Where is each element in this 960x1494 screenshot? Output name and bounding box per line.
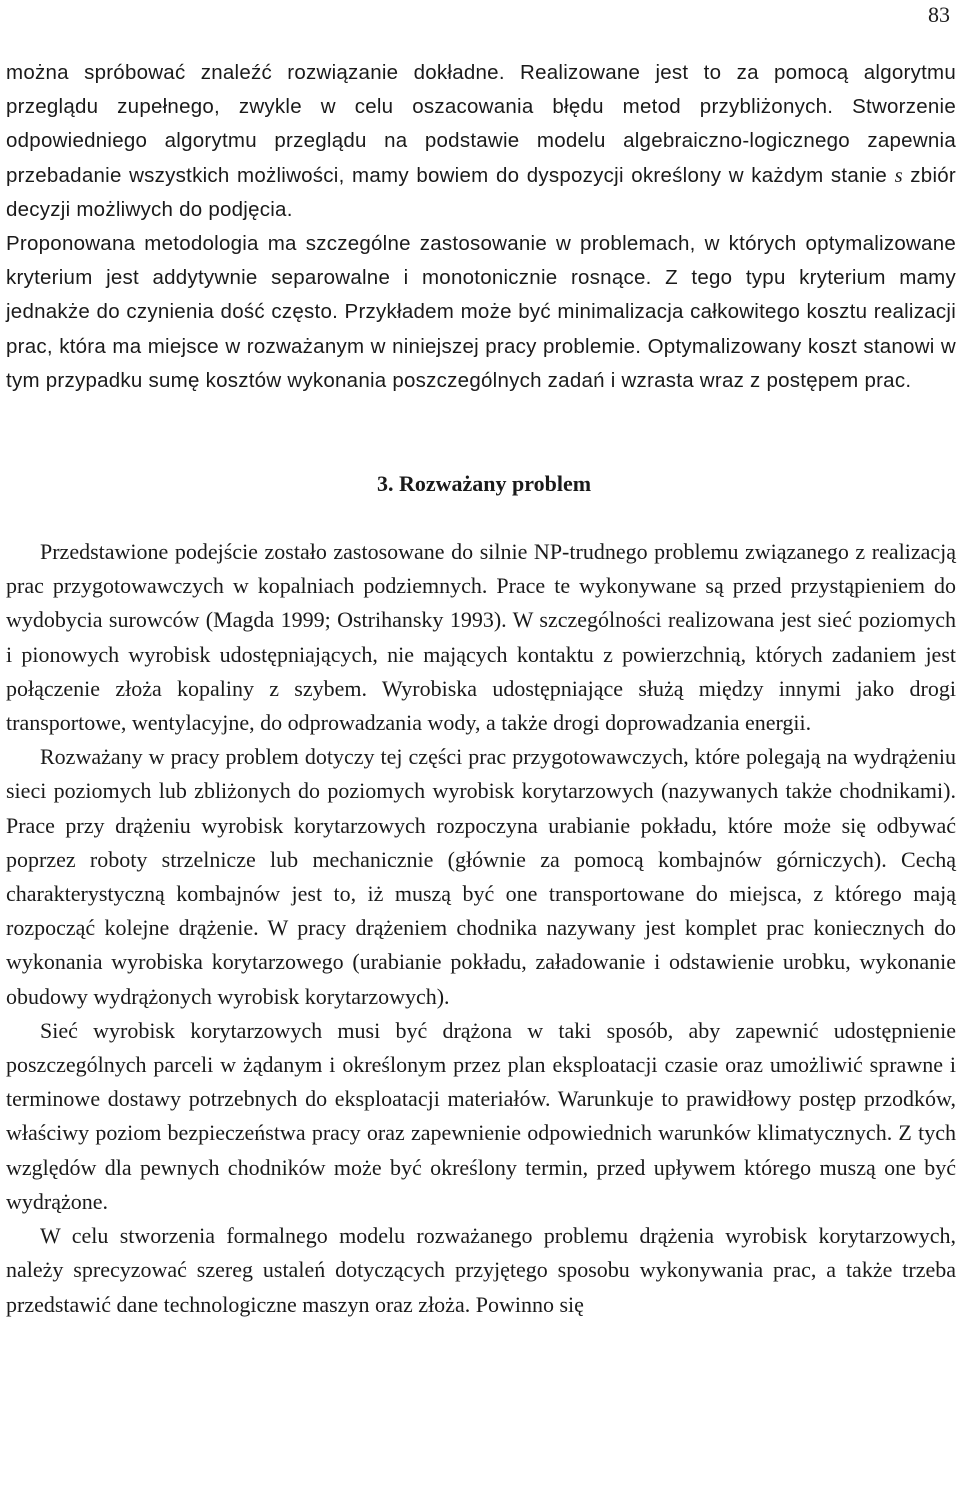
section-heading: 3. Rozważany problem [376, 471, 592, 497]
section-paragraph: Przedstawione podejście zostało zastosowane do silnie NP-trudnego problemu związanego z realizacją prac przygotowawczych w kopalniach podziemnych. Prace te wykonywane są przed przystąpieniem do wydobycia surowców (Magda 1999; Ostrihansky 1993). W szczególności realizowana jest sieć poziomych i pionowych wyrobisk udostępniających, nie mających kontaktu z powierzchnią, których zadaniem jest połączenie złoża kopaliny z szybem. Wyrobiska udostępniające służą między innymi jako drogi transportowe, wentylacyjne, do odprowadzania wody, a także drogi doprowadzania energii. [6, 539, 956, 736]
intro-paragraph-2: Proponowana metodologia ma szczególne zastosowanie w problemach, w których optymalizowane kryterium jest addytywnie separowalne i monotonicznie rosnące. Z tego typu kryterium mamy jednakże do czynienia dość często. Przykładem może być minimalizacja całkowitego kosztu realizacji prac, która ma miejsce w rozważanym w niniejszej pracy problemie. Optymalizowany koszt stanowi w tym przypadku sumę kosztów wykonania poszczególnych zadań i wzrasta wraz z postępem prac. [6, 232, 956, 392]
section-paragraph: Sieć wyrobisk korytarzowych musi być drążona w taki sposób, aby zapewnić udostępnienie poszczególnych parceli w żądanym i określonym przez plan eksploatacji czasie oraz umożliwić sprawne i terminowe dostawy potrzebnych do eksploatacji materiałów. Warunkuje to prawidłowy postęp przodków, właściwy poziom bezpieczeństwa pracy oraz zapewnienie odpowiednich warunków klimatycznych. Z tych względów dla pewnych chodników może być określony termin, przed upływem którego muszą one być wydrążone. [6, 1017, 956, 1214]
intro-paragraph-1 [6, 56, 956, 227]
page-body [6, 56, 956, 1322]
math-symbol-s: s [894, 164, 903, 187]
page-number: 83 [928, 2, 950, 27]
intro-paragraph-1-end: zbiór decyzji możliwych do podjęcia. [6, 163, 956, 221]
section-paragraph: Rozważany w pracy problem dotyczy tej części prac przygotowawczych, które polegają na wydrążeniu sieci poziomych lub zbliżonych do poziomych wyrobisk korytarzowych (nazywanych także chodnikami). Prace przy drążeniu wyrobisk korytarzowych rozpoczyna urabianie pokładu, które może się odbywać poprzez roboty strzelnicze lub mechanicznie (głównie za pomocą kombajnów górniczych). Cechą charakterystyczną kombajnów jest to, iż muszą być one transportowane do miejsca, z którego mają rozpocząć kolejne drążenie. W pracy drążeniem chodnika nazywany jest komplet prac koniecznych do wykonania wyrobiska korytarzowego (urabianie pokładu, załadowanie i odstawienie urobku, wykonanie obudowy wydrążonych wyrobisk korytarzowych). [6, 744, 956, 1009]
intro-paragraph-1-text: można spróbować znaleźć rozwiązanie dokładne. Realizowane jest to za pomocą algorytmu przeglądu zupełnego, zwykle w celu oszacowania błędu metod przybliżonych. Stworzenie odpowiedniego algorytmu przeglądu na podstawie modelu algebraiczno-logicznego zapewnia przebadanie wszystkich możliwości, mamy bowiem do dyspozycji określony w każdym stanie [6, 61, 956, 187]
section-paragraph: W celu stworzenia formalnego modelu rozważanego problemu drążenia wyrobisk korytarzowych, należy sprecyzować szereg ustaleń dotyczących przyjętego sposobu wykonywania prac, a także trzeba przedstawić dane technologiczne maszyn oraz złoża. Powinno się [6, 1223, 956, 1317]
